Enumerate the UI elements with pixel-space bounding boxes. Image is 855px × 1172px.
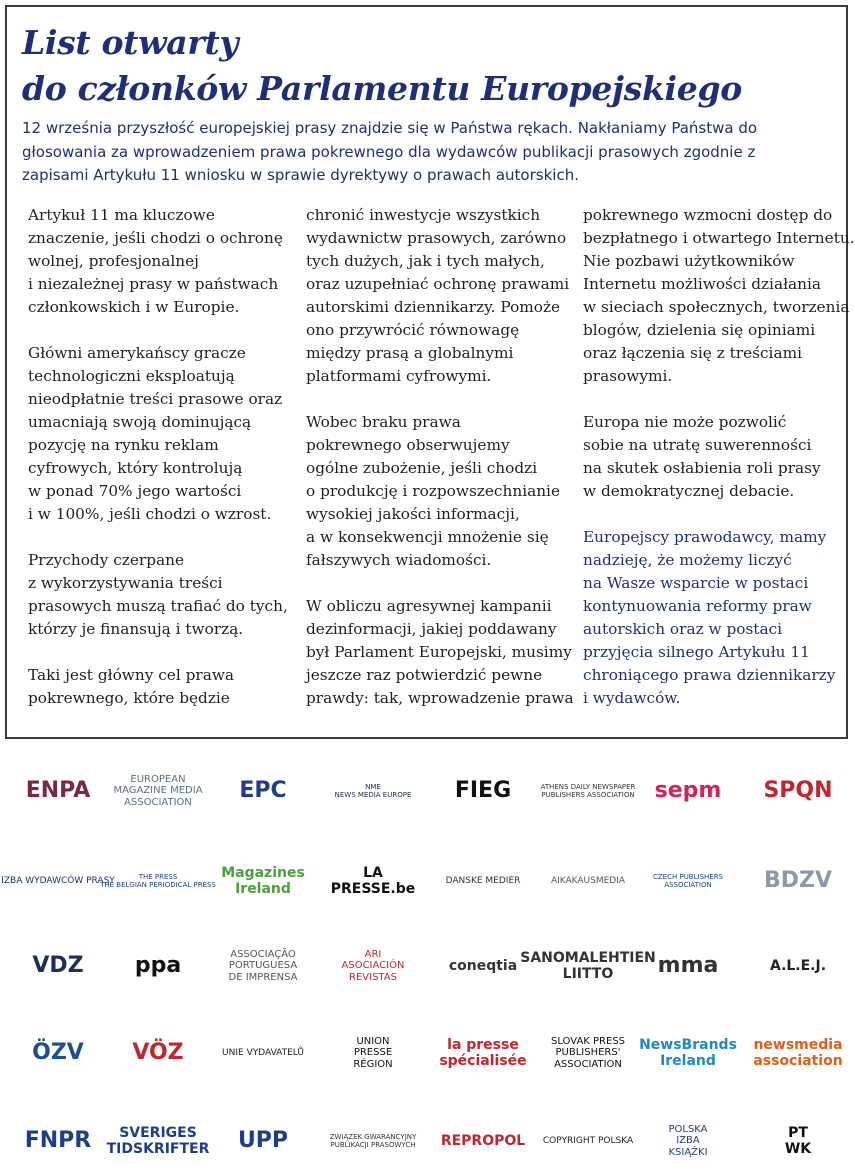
logo-copyright-polska — [530, 1110, 646, 1172]
text-line: członkowskich i w Europie. — [28, 298, 240, 316]
text-column-3 — [583, 204, 855, 733]
text-line: ono przywrócić równowagę — [306, 321, 520, 339]
logo-sepm — [630, 760, 746, 822]
text-line: autorskich oraz w postaci — [583, 620, 783, 638]
logo-czech — [630, 850, 746, 912]
text-line: W obliczu agresywnej kampanii — [306, 597, 552, 615]
logo-text: AIKAKAUSMEDIA — [550, 875, 626, 886]
logo-text: mma — [657, 953, 719, 979]
text-line: jeszcze raz potwierdzić pewne — [306, 666, 543, 684]
logo-union-presse — [315, 1022, 431, 1084]
text-line: fałszywych wiadomości. — [306, 551, 492, 569]
logo-sanomalehtien — [520, 935, 656, 997]
logo-mma — [630, 935, 746, 997]
logo-text: FIEG — [454, 778, 512, 804]
text-line: chronić inwestycje wszystkich — [306, 206, 541, 224]
logo-text: VÖZ — [132, 1040, 184, 1066]
text-line: dezinformacji, jakiej poddawany — [306, 620, 557, 638]
logo-text: ppa — [134, 953, 182, 979]
logo-epc — [205, 760, 321, 822]
text-column-1 — [28, 204, 288, 733]
paragraph — [28, 549, 288, 641]
letter-title — [22, 20, 742, 112]
logo-apimprensa — [205, 935, 321, 997]
logo-text: THE PRESS THE BELGIAN PERIODICAL PRESS — [100, 872, 216, 889]
logo-text: ÖZV — [32, 1040, 84, 1066]
text-line: z wykorzystywania treści — [28, 574, 223, 592]
logo-text: EPC — [239, 778, 287, 804]
text-line: na skutek osłabienia roli prasy — [583, 459, 821, 477]
text-line: był Parlament Europejski, musimy — [306, 643, 572, 661]
logo-text: ZWIĄZEK GWARANCYJNY PUBLIKACJI PRASOWYCH — [329, 1132, 417, 1149]
logo-newsmedia — [740, 1022, 855, 1084]
logo-text: SLOVAK PRESS PUBLISHERS' ASSOCIATION — [550, 1035, 626, 1070]
logo-text: SPQN — [763, 778, 833, 804]
logo-sveriges — [100, 1110, 216, 1172]
logo-zgwip — [315, 1110, 431, 1172]
logo-text: UNION PRESSE RÉGION — [353, 1035, 393, 1070]
text-line: którzy je finansują i tworzą. — [28, 620, 244, 638]
logo-alej — [740, 935, 855, 997]
text-line: i w 100%, jeśli chodzi o wzrost. — [28, 505, 272, 523]
logo-newsbrands — [630, 1022, 746, 1084]
paragraph — [306, 204, 574, 388]
logo-text: REPROPOL — [440, 1132, 526, 1149]
logo-text: COPYRIGHT POLSKA — [542, 1135, 634, 1146]
paragraph — [28, 664, 288, 710]
logo-izba — [0, 850, 116, 912]
publisher-logos — [0, 760, 855, 1172]
text-line: autorskimi dziennikarzy. Pomoże — [306, 298, 561, 316]
text-line: Przychody czerpane — [28, 551, 185, 569]
logo-text: SVERIGES TIDSKRIFTER — [106, 1124, 210, 1157]
logo-text: sepm — [654, 778, 722, 804]
text-line: wysokiej jakości informacji, — [306, 505, 520, 523]
logo-text: CZECH PUBLISHERS ASSOCIATION — [652, 872, 724, 889]
logo-lapresse — [315, 850, 431, 912]
logo-text: Magazines Ireland — [221, 864, 305, 897]
paragraph — [28, 342, 288, 526]
logo-bdzv — [740, 850, 855, 912]
text-line: i wydawców. — [583, 689, 681, 707]
text-line: Główni amerykańscy gracze — [28, 344, 246, 362]
text-line: wydawnictw prasowych, zarówno — [306, 229, 567, 247]
logo-text: NME NEWS MEDIA EUROPE — [334, 782, 412, 799]
logo-text: BDZV — [763, 868, 832, 894]
text-line: prasowych muszą trafiać do tych, — [28, 597, 288, 615]
logo-text: coneqtia — [448, 957, 518, 974]
logo-fnpr — [0, 1110, 116, 1172]
text-line: wolnej, profesjonalnej — [28, 252, 199, 270]
logo-text: LA PRESSE.be — [330, 864, 416, 897]
text-line: Europa nie może pozwolić — [583, 413, 787, 431]
text-line: ogólne zubożenie, jeśli chodzi — [306, 459, 538, 477]
text-line: przyjęcia silnego Artykułu 11 — [583, 643, 810, 661]
logo-vdz — [0, 935, 116, 997]
text-line: pokrewnego, które będzie — [28, 689, 230, 707]
logo-adnpa — [530, 760, 646, 822]
logo-text: newsmedia association — [753, 1036, 843, 1069]
text-line: oraz uzupełniać ochronę prawami — [306, 275, 570, 293]
text-line: blogów, dzielenia się opiniami — [583, 321, 816, 339]
text-line: technologiczni eksploatują — [28, 367, 235, 385]
text-line: nadzieję, że możemy liczyć — [583, 551, 792, 569]
logo-ozv — [0, 1022, 116, 1084]
text-line: Wobec braku prawa — [306, 413, 461, 431]
logo-text: UPP — [237, 1128, 289, 1154]
text-line: a w konsekwencji mnożenie się — [306, 528, 549, 546]
logo-emma — [100, 760, 216, 822]
text-line: kontynuowania reformy praw — [583, 597, 812, 615]
closing-appeal — [583, 526, 848, 710]
text-line: prawdy: tak, wprowadzenie prawa — [306, 689, 574, 707]
text-line: na Wasze wsparcie w postaci — [583, 574, 809, 592]
logo-text: POLSKA IZBA KSIĄŻKI — [668, 1123, 708, 1158]
logo-spqn — [740, 760, 855, 822]
letter-intro: 12 września przyszłość europejskiej prasy znajdzie się w Państwa rękach. Nakłaniamy Państwa do głosowania za wprowadzeniem prawa pokrewnego dla wydawców publikacji prasowych zgodnie z zapisami Artykułu 11 wniosku w sprawie dyrektywy o prawach autorskich. — [22, 119, 758, 184]
paragraph — [306, 595, 574, 710]
letter-title-line-1: List otwarty — [22, 23, 239, 62]
text-line: Europejscy prawodawcy, mamy — [583, 528, 827, 546]
logo-text: la presse spécialisée — [439, 1036, 527, 1069]
logo-text: A.L.E.J. — [769, 957, 827, 974]
logo-text: ENPA — [25, 778, 91, 804]
text-line: pokrewnego obserwujemy — [306, 436, 510, 454]
paragraph — [583, 411, 848, 503]
paragraph — [583, 204, 855, 388]
text-line: pokrewnego wzmocni dostęp do — [583, 206, 833, 224]
logo-aikakausmedia — [530, 850, 646, 912]
text-line: oraz łączenia się z treściami — [583, 344, 802, 362]
text-line: w demokratycznej debacie. — [583, 482, 795, 500]
text-column-2 — [306, 204, 574, 733]
logo-text: ASSOCIAÇÃO PORTUGUESA DE IMPRENSA — [228, 948, 298, 983]
text-line: Internetu możliwości działania — [583, 275, 822, 293]
text-line: chroniącego prawa dziennikarzy — [583, 666, 836, 684]
logo-enpa — [0, 760, 116, 822]
text-line: prasowymi. — [583, 367, 673, 385]
logo-text: PT WK — [784, 1124, 812, 1157]
letter-title-line-2: do członków Parlamentu Europejskiego — [22, 69, 742, 108]
logo-repropol — [425, 1110, 541, 1172]
text-line: w ponad 70% jego wartości — [28, 482, 242, 500]
logo-text: VDZ — [32, 953, 84, 979]
logo-ari — [315, 935, 431, 997]
text-line: Nie pozbawi użytkowników — [583, 252, 795, 270]
logo-czech-seal — [205, 1022, 321, 1084]
text-line: umacniają swoją dominującą — [28, 413, 252, 431]
text-line: między prasą a globalnymi — [306, 344, 514, 362]
logo-upp — [205, 1110, 321, 1172]
text-line: pozycję na rynku reklam — [28, 436, 219, 454]
logo-text: DANSKE MEDIER — [445, 875, 521, 886]
text-line: i niezależnej prasy w państwach — [28, 275, 279, 293]
logo-ptwk — [740, 1110, 855, 1172]
paragraph — [306, 411, 574, 572]
logo-ppa — [100, 935, 216, 997]
logo-slovak — [530, 1022, 646, 1084]
text-line: cyfrowych, który kontrolują — [28, 459, 243, 477]
text-line: nieodpłatnie treści prasowe oraz — [28, 390, 283, 408]
logo-text: IZBA WYDAWCÓW PRASY — [1, 875, 115, 886]
logo-danske — [425, 850, 541, 912]
text-line: o produkcję i rozpowszechnianie — [306, 482, 560, 500]
text-line: znaczenie, jeśli chodzi o ochronę — [28, 229, 283, 247]
logo-text: ATHENS DAILY NEWSPAPER PUBLISHERS ASSOCIATION — [540, 782, 636, 799]
logo-text: ARI ASOCIACIÓN REVISTAS — [341, 948, 405, 983]
logo-voz — [100, 1022, 216, 1084]
text-line: sobie na utratę suwerenności — [583, 436, 812, 454]
text-line: Artykuł 11 ma kluczowe — [28, 206, 215, 224]
logo-magazines-ireland — [205, 850, 321, 912]
text-line: bezpłatnego i otwartego Internetu. — [583, 229, 855, 247]
logo-text: EUROPEAN MAGAZINE MEDIA ASSOCIATION — [113, 773, 203, 808]
text-line: w sieciach społecznych, tworzenia — [583, 298, 850, 316]
logo-text: FNPR — [24, 1128, 92, 1154]
logo-fieg — [425, 760, 541, 822]
text-line: tych dużych, jak i tych małych, — [306, 252, 545, 270]
logo-nme — [315, 760, 431, 822]
paragraph — [28, 204, 288, 319]
logo-text: SANOMALEHTIEN LIITTO — [520, 949, 656, 982]
logo-text: UNIE VYDAVATELŮ — [222, 1047, 304, 1058]
text-line: Taki jest główny cel prawa — [28, 666, 235, 684]
logo-presse-specialisee — [425, 1022, 541, 1084]
logo-text: NewsBrands Ireland — [639, 1036, 737, 1069]
logo-thepress — [100, 850, 216, 912]
logo-piks — [630, 1110, 746, 1172]
text-line: platformami cyfrowymi. — [306, 367, 492, 385]
